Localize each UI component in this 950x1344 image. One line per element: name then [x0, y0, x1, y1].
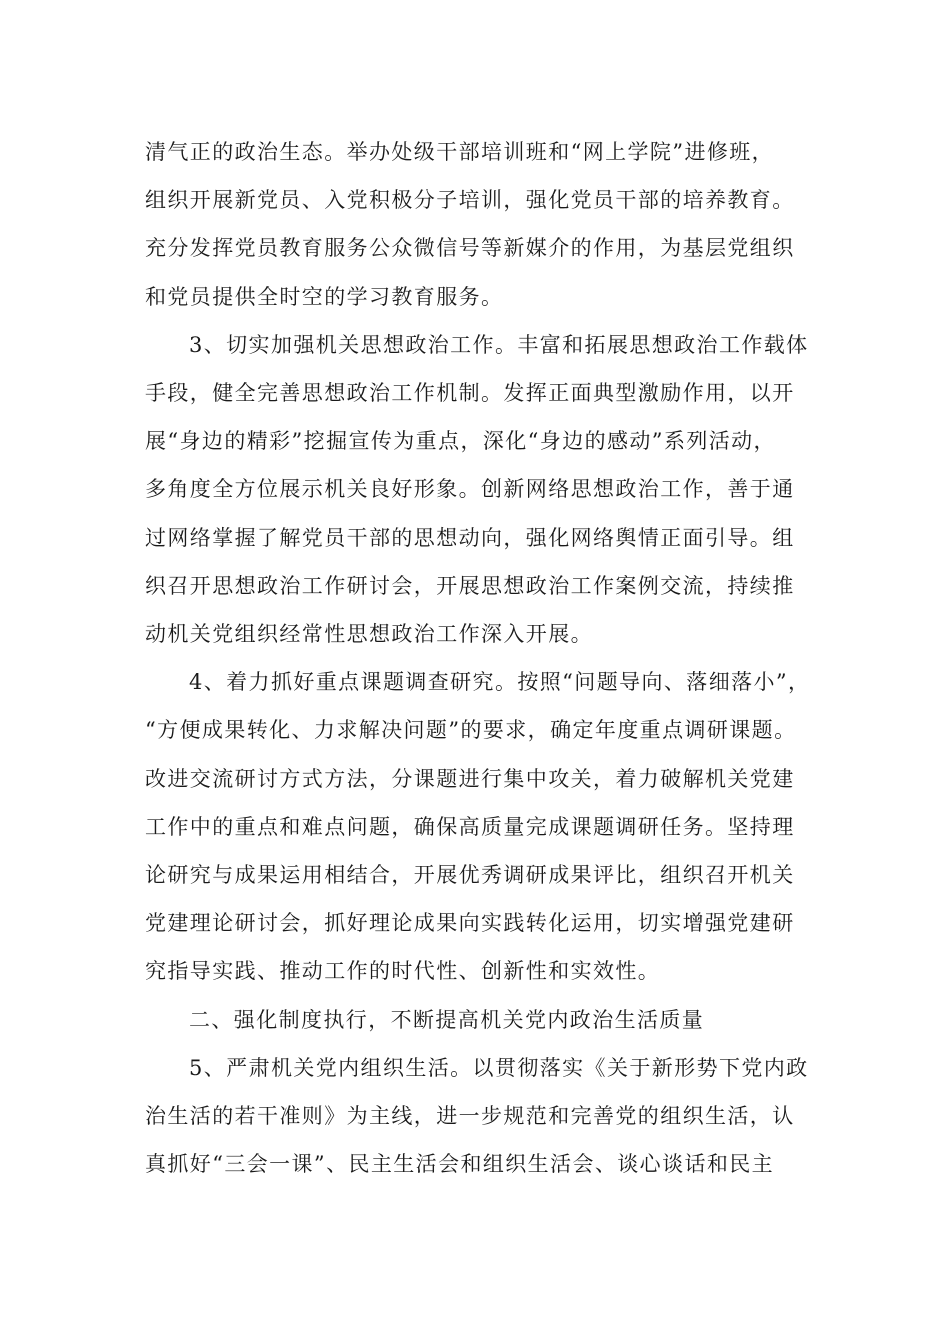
document-body [145, 128, 815, 1188]
paragraph-item-5 [145, 1044, 815, 1189]
text-line: 工作中的重点和难点问题，确保高质量完成课题调研任务。坚持理 [145, 814, 795, 839]
text-line: “方便成果转化、力求解决问题”的要求，确定年度重点调研课题。 [145, 718, 797, 743]
text-line: 治生活的若干准则》为主线，进一步规范和完善党的组织生活，认 [145, 1104, 795, 1129]
text-line: 织召开思想政治工作研讨会，开展思想政治工作案例交流，持续推 [145, 573, 795, 598]
text-line: 多角度全方位展示机关良好形象。创新网络思想政治工作，善于通 [145, 477, 795, 502]
text-line: 动机关党组织经常性思想政治工作深入开展。 [145, 622, 593, 647]
text-line: 组织开展新党员、入党积极分子培训，强化党员干部的培养教育。 [145, 188, 795, 213]
text-line: 改进交流研讨方式方法，分课题进行集中攻关，着力破解机关党建 [145, 766, 795, 791]
text-line: 4、着力抓好重点课题调查研究。按照“问题导向、落细落小”， [189, 670, 811, 695]
paragraph-continued [145, 128, 815, 321]
text-line: 党建理论研讨会，抓好理论成果向实践转化运用，切实增强党建研 [145, 911, 795, 936]
paragraph-item-3 [145, 321, 815, 658]
text-line: 究指导实践、推动工作的时代性、创新性和实效性。 [145, 959, 661, 984]
text-line: 过网络掌握了解党员干部的思想动向，强化网络舆情正面引导。组 [145, 525, 795, 550]
text-line: 论研究与成果运用相结合，开展优秀调研成果评比，组织召开机关 [145, 863, 795, 888]
text-line: 和党员提供全时空的学习教育服务。 [145, 284, 504, 309]
text-line: 展“身边的精彩”挖掘宣传为重点，深化“身边的感动”系列活动， [145, 429, 776, 454]
text-line: 手段，健全完善思想政治工作机制。发挥正面典型激励作用，以开 [145, 381, 795, 406]
text-line: 真抓好“三会一课”、民主生活会和组织生活会、谈心谈话和民主 [145, 1152, 775, 1177]
text-line: 充分发挥党员教育服务公众微信号等新媒介的作用，为基层党组织 [145, 236, 795, 261]
text-line: 5、严肃机关党内组织生活。以贯彻落实《关于新形势下党内政 [189, 1055, 809, 1080]
text-line: 3、切实加强机关思想政治工作。丰富和拓展思想政治工作载体 [189, 332, 809, 357]
paragraph-heading-2 [145, 996, 815, 1044]
paragraph-item-4 [145, 658, 815, 995]
text-line: 二、强化制度执行，不断提高机关党内政治生活质量 [189, 1007, 705, 1032]
text-line: 清气正的政治生态。举办处级干部培训班和“网上学院”进修班， [145, 140, 775, 164]
